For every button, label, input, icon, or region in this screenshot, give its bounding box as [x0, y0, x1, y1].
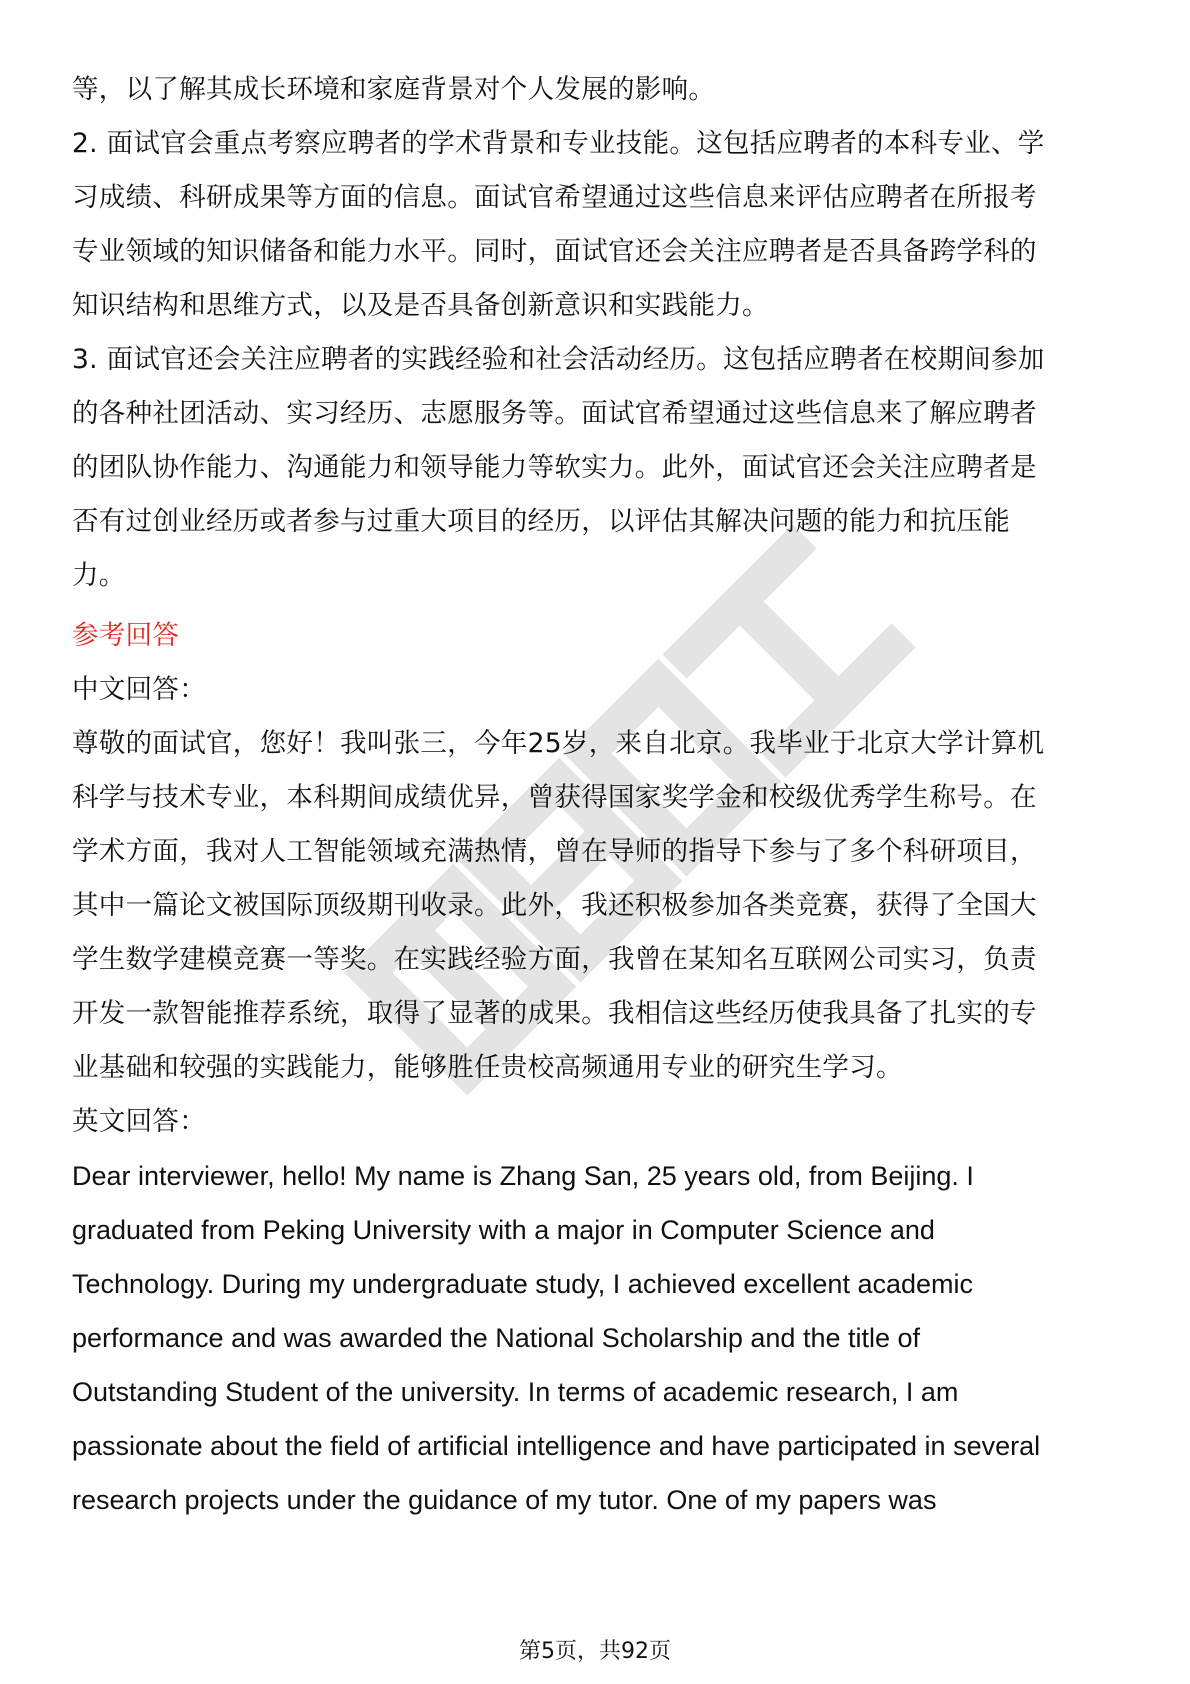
chinese-answer-line: 其中一篇论文被国际顶级期刊收录。此外，我还积极参加各类竞赛，获得了全国大 — [72, 890, 1037, 921]
english-answer-line: passionate about the field of artificial intelligence and have participated in several — [72, 1431, 1041, 1461]
paragraph-line: 3. 面试官还会关注应聘者的实践经验和社会活动经历。这包括应聘者在校期间参加 — [72, 344, 1045, 375]
chinese-answer-line: 开发一款智能推荐系统，取得了显著的成果。我相信这些经历使我具备了扎实的专 — [72, 998, 1037, 1029]
chinese-answer-line: 业基础和较强的实践能力，能够胜任贵校高频通用专业的研究生学习。 — [72, 1052, 903, 1083]
paragraph-line: 习成绩、科研成果等方面的信息。面试官希望通过这些信息来评估应聘者在所报考 — [72, 182, 1037, 213]
paragraph-line: 力。 — [72, 560, 126, 591]
english-answer-line: Outstanding Student of the university. In terms of academic research, I am — [72, 1377, 959, 1407]
english-answer-line: Dear interviewer, hello! My name is Zhang San, 25 years old, from Beijing. I — [72, 1161, 974, 1191]
chinese-answer-line: 学术方面，我对人工智能领域充满热情，曾在导师的指导下参与了多个科研项目， — [72, 836, 1037, 867]
paragraph-line: 等，以了解其成长环境和家庭背景对个人发展的影响。 — [72, 74, 716, 105]
english-answer-line: Technology. During my undergraduate study, I achieved excellent academic — [72, 1269, 974, 1299]
page-indicator: 第5页，共92页 — [519, 1639, 671, 1664]
english-answer-line: research projects under the guidance of my tutor. One of my papers was — [72, 1485, 937, 1515]
reference-answer-heading: 参考回答 — [72, 620, 180, 651]
chinese-answer-line: 尊敬的面试官，您好！我叫张三，今年25岁，来自北京。我毕业于北京大学计算机 — [72, 728, 1045, 759]
paragraph-line: 的各种社团活动、实习经历、志愿服务等。面试官希望通过这些信息来了解应聘者 — [72, 398, 1037, 429]
paragraph-line: 的团队协作能力、沟通能力和领导能力等软实力。此外，面试官还会关注应聘者是 — [72, 452, 1037, 483]
english-answer-label: 英文回答： — [72, 1106, 206, 1137]
paragraph-line: 否有过创业经历或者参与过重大项目的经历，以评估其解决问题的能力和抗压能 — [72, 506, 1010, 537]
english-answer-line: performance and was awarded the National Scholarship and the title of — [72, 1323, 921, 1353]
paragraph-line: 专业领域的知识储备和能力水平。同时，面试官还会关注应聘者是否具备跨学科的 — [72, 236, 1037, 267]
english-answer-line: graduated from Peking University with a major in Computer Science and — [72, 1215, 935, 1245]
chinese-answer-label: 中文回答： — [72, 674, 206, 705]
chinese-answer-line: 科学与技术专业，本科期间成绩优异，曾获得国家奖学金和校级优秀学生称号。在 — [72, 782, 1037, 813]
paragraph-line: 知识结构和思维方式，以及是否具备创新意识和实践能力。 — [72, 290, 769, 321]
paragraph-line: 2. 面试官会重点考察应聘者的学术背景和专业技能。这包括应聘者的本科专业、学 — [72, 128, 1045, 159]
chinese-answer-line: 学生数学建模竞赛一等奖。在实践经验方面，我曾在某知名互联网公司实习，负责 — [72, 944, 1037, 975]
